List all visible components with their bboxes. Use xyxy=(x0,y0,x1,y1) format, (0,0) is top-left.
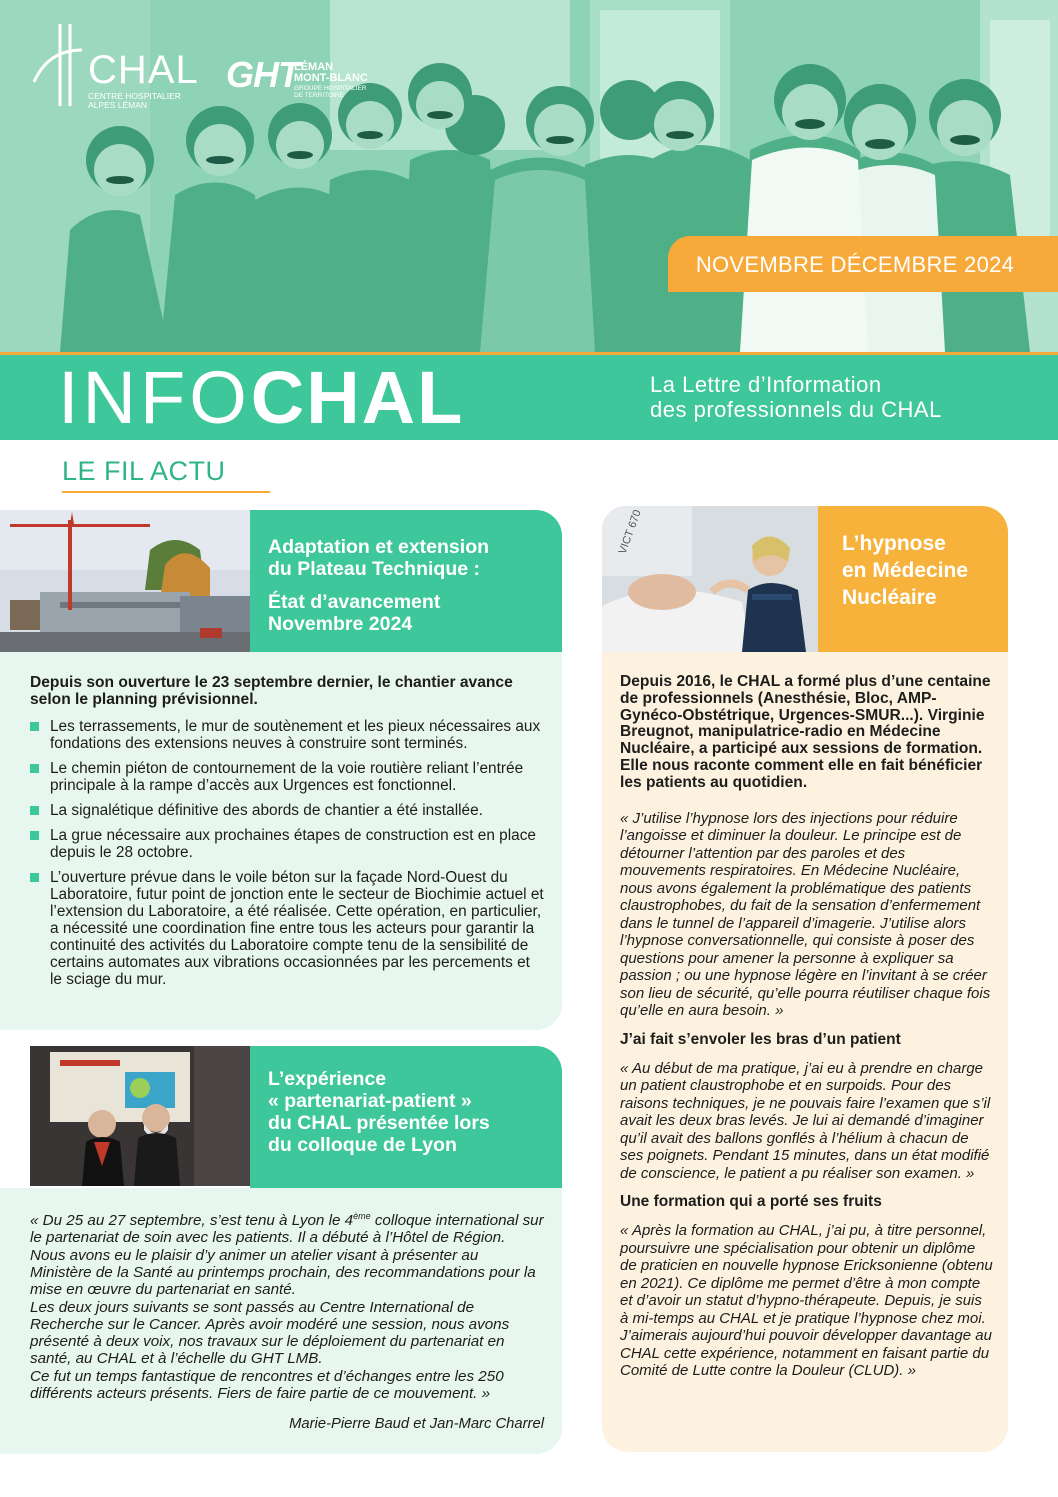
colloque-photo xyxy=(30,1046,250,1186)
hypnose-lead: Depuis 2016, le CHAL a formé plus d’une centaine de professionnels (Anesthésie, Bloc, AMP-Gynéco-Obstétrique, Urgences-SMUR...). Virginie Breugnot, manipulatrice-radio en Médecine Nucléaire, a participé aux sessions de formation. Elle nous raconte comment elle en fait bénéficier les patients au quotidien. xyxy=(620,673,991,791)
hypnose-quote-2: « Au début de ma pratique, j’ai eu à prendre en charge un patient claustrophobe et en surpoids. Pour des raisons techniques, je ne pouvais faire l’examen que s’il avait les deux bras levés. Je lui ai demandé d’imaginer qu’il avait des ballons gonflés à l’hélium à chacun de ses poignets. Pendant 15 minutes, dans un état modifié de conscience, le patient a pu réaliser son examen. » xyxy=(620,1059,991,1182)
chal-logo xyxy=(30,20,220,110)
hypnose-subhead-2: Une formation qui a porté ses fruits xyxy=(620,1193,882,1211)
issue-date-banner xyxy=(668,236,1058,292)
construction-site-illustration xyxy=(0,510,250,652)
partenariat-quote-1: « Du 25 au 27 septembre, s’est tenu à Lyon le 4ème colloque international sur le partenariat de soin avec les patients. Il a débuté à l’Hôtel de Région. Nous avons eu le plaisir d’y animer un atelier visant à présenter au Ministère de la Santé au printemps prochain, des recommandations pour la mise en œuvre du partenariat en santé. xyxy=(30,1211,544,1299)
partenariat-title: L’expérience « partenariat-patient » du CHAL présentée lors du colloque de Lyon xyxy=(268,1068,490,1156)
masthead-divider xyxy=(0,352,1058,355)
list-item: La grue nécessaire aux prochaines étapes de construction est en place depuis le 28 octobre. xyxy=(30,827,544,861)
chal-wordmark: CHAL xyxy=(88,48,199,92)
plateau-lead: Depuis son ouverture le 23 septembre dernier, le chantier avance selon le planning prévisionnel. xyxy=(30,674,513,708)
chal-cross-icon xyxy=(30,20,86,110)
hypnose-quote-1: « J’utilise l’hypnose lors des injections pour réduire l’angoisse et diminuer la douleur. Le principe est de détourner l’attention par des paroles et des mouvements respiratoires. En Médecine Nucléaire, nous avons également la problématique des patients claustrophobes, du fait de la sensation d’enfermement dans le tunnel de l’appareil d’imagerie. J’utilise alors l’hypnose conversationnelle, qui consiste à poser des questions pour amener la personne à expliquer sa passion ; ou une hypnose légère en l’invitant à se créer son lieu de sécurité, qu’elle pourra réutiliser chaque fois qu’elle en aura besoin. » xyxy=(620,809,991,1020)
hypnose-quote-3: « Après la formation au CHAL, j’ai pu, à titre personnel, poursuivre une spécialisation pour obtenir un diplôme de praticien en nouvelle hypnose Ericksonienne (obtenu en 2021). Ce diplôme me permet d’être à mon compte et d’avoir un statut d’hypno-thérapeute. Depuis, je suis à mi-temps au CHAL et je pratique l’hypnose chez moi. J’aimerais aujourd’hui pouvoir développer davantage au CHAL cette expérience, notamment en faisant partie du Comité de Lutte contre la Douleur (CLUD). » xyxy=(620,1222,993,1380)
section-title: LE FIL ACTU xyxy=(62,456,226,486)
list-item: La signalétique définitive des abords de chantier a été installée. xyxy=(30,802,544,819)
section-underline xyxy=(62,491,270,493)
chal-subtitle: CENTRE HOSPITALIER ALPES LÉMAN xyxy=(88,91,181,110)
colloque-speakers-illustration xyxy=(30,1046,250,1186)
list-item: Le chemin piéton de contournement de la voie routière reliant l’entrée principale à la rampe d’accès aux Urgences est fonctionnel. xyxy=(30,760,544,794)
hypnose-subhead-1: J’ai fait s’envoler les bras d’un patient xyxy=(620,1030,901,1048)
hero-photo xyxy=(0,0,1058,352)
partenariat-title-card xyxy=(250,1046,562,1188)
hypnose-body xyxy=(602,652,1008,1452)
hypnose-photo xyxy=(602,506,818,652)
ght-logo: GHT LÉMAN MONT-BLANC GROUPE HOSPITALIER DE TERRITOIRE xyxy=(226,54,368,99)
hypnose-title-card xyxy=(818,506,1008,652)
svg-text:VICT 670: VICT 670 xyxy=(616,508,644,556)
list-item: L’ouverture prévue dans le voile béton sur la façade Nord-Ouest du Laboratoire, futur point de jonction ente le secteur de Biochimie actuel et l’extension du Laboratoire, a été réalisée. Cette opération, en particulier, a nécessité une coordination fine entre tous les acteurs pour garantir la continuité des activités du Laboratoire compte tenu de la sensibilité de certains automates aux vibrations occasionnées par les percements et le sciage du mur. xyxy=(30,869,544,988)
newsletter-title: INFOCHAL xyxy=(58,356,465,439)
list-item: Les terrassements, le mur de soutènement et les pieux nécessaires aux fondations des extensions neuves à construire sont terminés. xyxy=(30,718,544,752)
partenariat-quote-3: Ce fut un temps fantastique de rencontres et d’échanges entre les 250 différents acteurs présents. Fiers de faire partie de ce mouvement. » xyxy=(30,1367,504,1403)
partenariat-quote-2: Les deux jours suivants se sont passés au Centre International de Recherche sur le Cancer. Après avoir modéré une session, nous avons présenté à deux voix, nos travaux sur le déploiement du partenariat en santé, au CHAL et à l’échelle du GHT LMB. xyxy=(30,1298,510,1368)
plateau-bullets xyxy=(30,718,544,988)
construction-photo xyxy=(0,510,250,652)
newsletter-tagline: La Lettre d’Information des professionnels du CHAL xyxy=(650,372,942,422)
plateau-title: Adaptation et extension du Plateau Technique : État d’avancement Novembre 2024 xyxy=(268,536,490,635)
partenariat-signature: Marie-Pierre Baud et Jan-Marc Charrel xyxy=(289,1416,544,1433)
plateau-title-card xyxy=(250,510,562,652)
hypnose-title: L’hypnose en Médecine Nucléaire xyxy=(842,532,969,609)
nuclear-medicine-illustration xyxy=(602,506,818,652)
ght-wordmark: GHT xyxy=(226,54,299,95)
issue-date: NOVEMBRE DÉCEMBRE 2024 xyxy=(695,252,1015,277)
partenariat-body xyxy=(0,1188,562,1454)
plateau-body xyxy=(0,652,562,1030)
